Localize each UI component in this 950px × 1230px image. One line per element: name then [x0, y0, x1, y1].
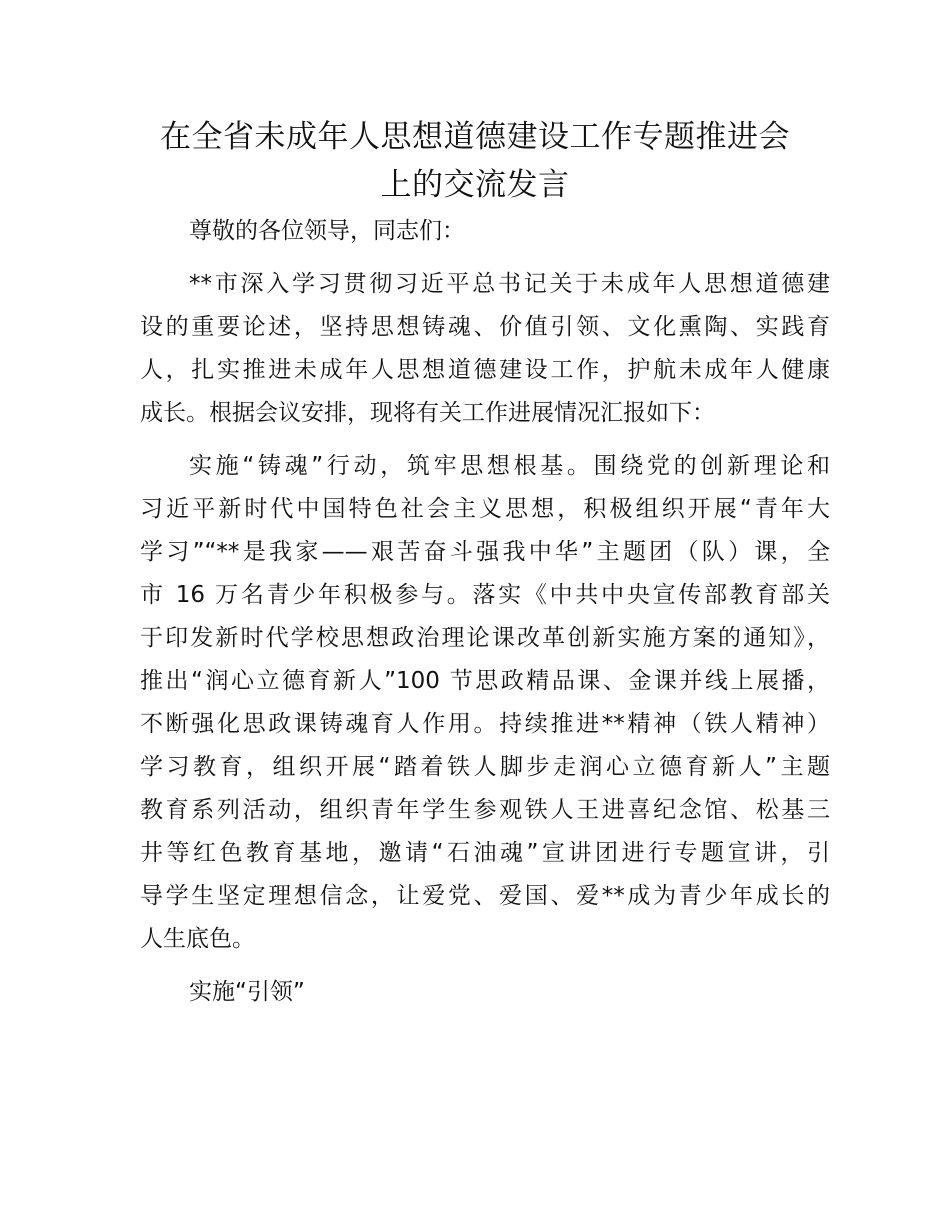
title-line-1: 在全省未成年人思想道德建设工作专题推进会 [160, 119, 790, 155]
title-line-2: 上的交流发言 [380, 167, 570, 203]
paragraph-line: 人生底色。 [140, 926, 255, 952]
paragraph-line: 市 16 万名青少年积极参与。落实《中共中央宣传部教育部关 [140, 582, 830, 608]
paragraph-line: 教育系列活动，组织青年学生参观铁人王进喜纪念馆、松基三 [140, 797, 830, 823]
salutation: 尊敬的各位领导，同志们： [189, 218, 465, 244]
paragraph-line: 成长。根据会议安排，现将有关工作进展情况汇报如下： [140, 400, 715, 426]
paragraph-spacer [140, 253, 830, 263]
paragraph-line: 学习”“**是我家——艰苦奋斗强我中华”主题团（队）课，全 [140, 539, 830, 565]
paragraph-line: 井等红色教育基地，邀请“石油魂”宣讲团进行专题宣讲，引 [140, 840, 830, 866]
paragraph-line: 不断强化思政课铸魂育人作用。持续推进**精神（铁人精神） [140, 711, 830, 737]
paragraph-intro [140, 263, 830, 435]
paragraph-spacer [140, 435, 830, 445]
paragraph-line: 于印发新时代学校思想政治理论课改革创新实施方案的通知》， [140, 625, 830, 651]
document-body [140, 210, 830, 1014]
paragraph-line: 人，扎实推进未成年人思想道德建设工作，护航未成年人健康 [140, 357, 830, 383]
paragraph-line: 设的重要论述，坚持思想铸魂、价值引领、文化熏陶、实践育 [140, 314, 830, 340]
paragraph-line: 实施“铸魂”行动，筑牢思想根基。围绕党的创新理论和 [189, 453, 830, 479]
document-title [120, 113, 830, 209]
paragraph-line: 习近平新时代中国特色社会主义思想，积极组织开展“青年大 [140, 496, 830, 522]
paragraph-line: 推出“润心立德育新人”100 节思政精品课、金课并线上展播， [140, 668, 830, 694]
paragraph-guidance [140, 971, 830, 1014]
paragraph-spacer [140, 961, 830, 971]
paragraph-line: **市深入学习贯彻习近平总书记关于未成年人思想道德建 [189, 271, 830, 297]
paragraph-soul-casting [140, 445, 830, 961]
paragraph-line: 实施“引领” [189, 979, 305, 1005]
paragraph-line: 学习教育，组织开展“踏着铁人脚步走润心立德育新人”主题 [140, 754, 830, 780]
paragraph-line: 导学生坚定理想信念，让爱党、爱国、爱**成为青少年成长的 [140, 883, 830, 909]
